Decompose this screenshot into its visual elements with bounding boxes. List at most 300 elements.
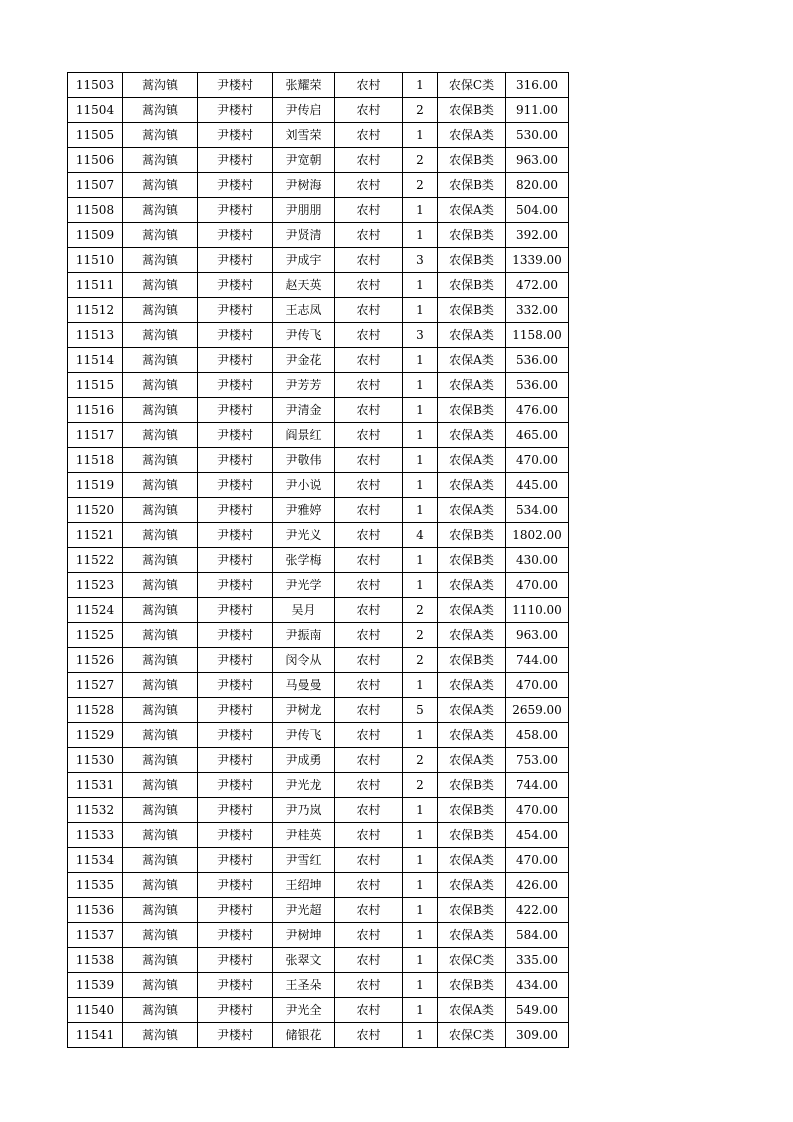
village-cell: 尹楼村 — [198, 98, 273, 123]
town-cell: 蒿沟镇 — [123, 948, 198, 973]
table-row — [68, 598, 569, 623]
serial-number-cell: 11517 — [68, 423, 123, 448]
village-cell: 尹楼村 — [198, 973, 273, 998]
household-type-cell: 农村 — [335, 323, 403, 348]
member-count-cell: 1 — [403, 73, 438, 98]
amount-cell: 470.00 — [506, 798, 569, 823]
name-cell: 王圣朵 — [273, 973, 335, 998]
table-row — [68, 473, 569, 498]
member-count-cell: 2 — [403, 173, 438, 198]
name-cell: 尹光学 — [273, 573, 335, 598]
member-count-cell: 1 — [403, 398, 438, 423]
member-count-cell: 1 — [403, 123, 438, 148]
town-cell: 蒿沟镇 — [123, 823, 198, 848]
category-cell: 农保A类 — [438, 198, 506, 223]
member-count-cell: 1 — [403, 373, 438, 398]
amount-cell: 534.00 — [506, 498, 569, 523]
category-cell: 农保A类 — [438, 698, 506, 723]
town-cell: 蒿沟镇 — [123, 473, 198, 498]
name-cell: 马曼曼 — [273, 673, 335, 698]
serial-number-cell: 11531 — [68, 773, 123, 798]
name-cell: 尹传飞 — [273, 323, 335, 348]
table-row — [68, 1023, 569, 1048]
member-count-cell: 1 — [403, 473, 438, 498]
name-cell: 刘雪荣 — [273, 123, 335, 148]
table-row — [68, 173, 569, 198]
town-cell: 蒿沟镇 — [123, 798, 198, 823]
town-cell: 蒿沟镇 — [123, 723, 198, 748]
household-type-cell: 农村 — [335, 73, 403, 98]
table-row — [68, 198, 569, 223]
member-count-cell: 4 — [403, 523, 438, 548]
serial-number-cell: 11506 — [68, 148, 123, 173]
category-cell: 农保A类 — [438, 348, 506, 373]
name-cell: 尹树坤 — [273, 923, 335, 948]
village-cell: 尹楼村 — [198, 648, 273, 673]
household-type-cell: 农村 — [335, 923, 403, 948]
table-row — [68, 773, 569, 798]
member-count-cell: 1 — [403, 948, 438, 973]
serial-number-cell: 11512 — [68, 298, 123, 323]
name-cell: 王绍坤 — [273, 873, 335, 898]
category-cell: 农保B类 — [438, 173, 506, 198]
table-row — [68, 423, 569, 448]
serial-number-cell: 11536 — [68, 898, 123, 923]
category-cell: 农保B类 — [438, 798, 506, 823]
name-cell: 尹成勇 — [273, 748, 335, 773]
town-cell: 蒿沟镇 — [123, 98, 198, 123]
category-cell: 农保B类 — [438, 98, 506, 123]
village-cell: 尹楼村 — [198, 1023, 273, 1048]
serial-number-cell: 11540 — [68, 998, 123, 1023]
serial-number-cell: 11508 — [68, 198, 123, 223]
category-cell: 农保A类 — [438, 498, 506, 523]
category-cell: 农保C类 — [438, 1023, 506, 1048]
village-cell: 尹楼村 — [198, 398, 273, 423]
household-type-cell: 农村 — [335, 973, 403, 998]
town-cell: 蒿沟镇 — [123, 423, 198, 448]
member-count-cell: 2 — [403, 623, 438, 648]
amount-cell: 392.00 — [506, 223, 569, 248]
town-cell: 蒿沟镇 — [123, 73, 198, 98]
name-cell: 张翠文 — [273, 948, 335, 973]
category-cell: 农保A类 — [438, 998, 506, 1023]
town-cell: 蒿沟镇 — [123, 998, 198, 1023]
amount-cell: 530.00 — [506, 123, 569, 148]
name-cell: 阎景红 — [273, 423, 335, 448]
name-cell: 储银花 — [273, 1023, 335, 1048]
amount-cell: 472.00 — [506, 273, 569, 298]
table-row — [68, 873, 569, 898]
town-cell: 蒿沟镇 — [123, 173, 198, 198]
household-type-cell: 农村 — [335, 348, 403, 373]
amount-cell: 1339.00 — [506, 248, 569, 273]
village-cell: 尹楼村 — [198, 148, 273, 173]
amount-cell: 458.00 — [506, 723, 569, 748]
household-type-cell: 农村 — [335, 548, 403, 573]
village-cell: 尹楼村 — [198, 723, 273, 748]
name-cell: 尹芳芳 — [273, 373, 335, 398]
amount-cell: 470.00 — [506, 848, 569, 873]
amount-cell: 476.00 — [506, 398, 569, 423]
serial-number-cell: 11507 — [68, 173, 123, 198]
village-cell: 尹楼村 — [198, 598, 273, 623]
town-cell: 蒿沟镇 — [123, 648, 198, 673]
table-row — [68, 623, 569, 648]
member-count-cell: 2 — [403, 98, 438, 123]
category-cell: 农保C类 — [438, 73, 506, 98]
member-count-cell: 1 — [403, 423, 438, 448]
member-count-cell: 1 — [403, 273, 438, 298]
name-cell: 尹敬伟 — [273, 448, 335, 473]
name-cell: 尹树龙 — [273, 698, 335, 723]
amount-cell: 536.00 — [506, 373, 569, 398]
village-cell: 尹楼村 — [198, 773, 273, 798]
town-cell: 蒿沟镇 — [123, 548, 198, 573]
table-row — [68, 998, 569, 1023]
member-count-cell: 1 — [403, 298, 438, 323]
name-cell: 尹光义 — [273, 523, 335, 548]
serial-number-cell: 11503 — [68, 73, 123, 98]
village-cell: 尹楼村 — [198, 998, 273, 1023]
village-cell: 尹楼村 — [198, 698, 273, 723]
village-cell: 尹楼村 — [198, 473, 273, 498]
member-count-cell: 2 — [403, 748, 438, 773]
household-type-cell: 农村 — [335, 448, 403, 473]
town-cell: 蒿沟镇 — [123, 1023, 198, 1048]
serial-number-cell: 11519 — [68, 473, 123, 498]
serial-number-cell: 11518 — [68, 448, 123, 473]
serial-number-cell: 11513 — [68, 323, 123, 348]
serial-number-cell: 11516 — [68, 398, 123, 423]
member-count-cell: 1 — [403, 873, 438, 898]
name-cell: 尹贤清 — [273, 223, 335, 248]
household-type-cell: 农村 — [335, 673, 403, 698]
serial-number-cell: 11528 — [68, 698, 123, 723]
table-row — [68, 898, 569, 923]
household-type-cell: 农村 — [335, 398, 403, 423]
serial-number-cell: 11514 — [68, 348, 123, 373]
village-cell: 尹楼村 — [198, 523, 273, 548]
village-cell: 尹楼村 — [198, 573, 273, 598]
name-cell: 尹桂英 — [273, 823, 335, 848]
amount-cell: 963.00 — [506, 623, 569, 648]
household-type-cell: 农村 — [335, 873, 403, 898]
town-cell: 蒿沟镇 — [123, 348, 198, 373]
amount-cell: 445.00 — [506, 473, 569, 498]
serial-number-cell: 11524 — [68, 598, 123, 623]
village-cell: 尹楼村 — [198, 298, 273, 323]
town-cell: 蒿沟镇 — [123, 698, 198, 723]
member-count-cell: 2 — [403, 148, 438, 173]
serial-number-cell: 11537 — [68, 923, 123, 948]
village-cell: 尹楼村 — [198, 348, 273, 373]
table-row — [68, 98, 569, 123]
category-cell: 农保A类 — [438, 923, 506, 948]
village-cell: 尹楼村 — [198, 323, 273, 348]
village-cell: 尹楼村 — [198, 73, 273, 98]
member-count-cell: 1 — [403, 973, 438, 998]
table-row — [68, 123, 569, 148]
household-type-cell: 农村 — [335, 748, 403, 773]
amount-cell: 309.00 — [506, 1023, 569, 1048]
amount-cell: 422.00 — [506, 898, 569, 923]
table-row — [68, 948, 569, 973]
household-type-cell: 农村 — [335, 898, 403, 923]
household-type-cell: 农村 — [335, 848, 403, 873]
amount-cell: 470.00 — [506, 448, 569, 473]
category-cell: 农保B类 — [438, 248, 506, 273]
amount-cell: 470.00 — [506, 673, 569, 698]
category-cell: 农保A类 — [438, 673, 506, 698]
village-cell: 尹楼村 — [198, 623, 273, 648]
name-cell: 尹光龙 — [273, 773, 335, 798]
household-type-cell: 农村 — [335, 498, 403, 523]
town-cell: 蒿沟镇 — [123, 498, 198, 523]
amount-cell: 332.00 — [506, 298, 569, 323]
table-row — [68, 273, 569, 298]
serial-number-cell: 11532 — [68, 798, 123, 823]
serial-number-cell: 11533 — [68, 823, 123, 848]
category-cell: 农保B类 — [438, 648, 506, 673]
household-type-cell: 农村 — [335, 198, 403, 223]
household-type-cell: 农村 — [335, 298, 403, 323]
table-row — [68, 673, 569, 698]
category-cell: 农保A类 — [438, 473, 506, 498]
name-cell: 吴月 — [273, 598, 335, 623]
table-row — [68, 73, 569, 98]
member-count-cell: 1 — [403, 898, 438, 923]
amount-cell: 820.00 — [506, 173, 569, 198]
village-cell: 尹楼村 — [198, 273, 273, 298]
household-type-cell: 农村 — [335, 248, 403, 273]
member-count-cell: 1 — [403, 448, 438, 473]
member-count-cell: 1 — [403, 998, 438, 1023]
category-cell: 农保B类 — [438, 548, 506, 573]
town-cell: 蒿沟镇 — [123, 248, 198, 273]
amount-cell: 335.00 — [506, 948, 569, 973]
village-cell: 尹楼村 — [198, 823, 273, 848]
category-cell: 农保C类 — [438, 948, 506, 973]
table-row — [68, 498, 569, 523]
table-row — [68, 973, 569, 998]
category-cell: 农保B类 — [438, 148, 506, 173]
table-row — [68, 298, 569, 323]
household-type-cell: 农村 — [335, 173, 403, 198]
household-type-cell: 农村 — [335, 1023, 403, 1048]
serial-number-cell: 11510 — [68, 248, 123, 273]
member-count-cell: 1 — [403, 923, 438, 948]
household-type-cell: 农村 — [335, 823, 403, 848]
roster-table — [67, 72, 569, 1048]
amount-cell: 753.00 — [506, 748, 569, 773]
category-cell: 农保A类 — [438, 848, 506, 873]
table-row — [68, 523, 569, 548]
category-cell: 农保B类 — [438, 298, 506, 323]
serial-number-cell: 11525 — [68, 623, 123, 648]
amount-cell: 465.00 — [506, 423, 569, 448]
household-type-cell: 农村 — [335, 998, 403, 1023]
table-row — [68, 548, 569, 573]
table-row — [68, 698, 569, 723]
member-count-cell: 1 — [403, 498, 438, 523]
serial-number-cell: 11538 — [68, 948, 123, 973]
amount-cell: 470.00 — [506, 573, 569, 598]
table-row — [68, 248, 569, 273]
member-count-cell: 1 — [403, 223, 438, 248]
town-cell: 蒿沟镇 — [123, 573, 198, 598]
member-count-cell: 1 — [403, 723, 438, 748]
town-cell: 蒿沟镇 — [123, 598, 198, 623]
town-cell: 蒿沟镇 — [123, 448, 198, 473]
serial-number-cell: 11515 — [68, 373, 123, 398]
table-row — [68, 823, 569, 848]
town-cell: 蒿沟镇 — [123, 923, 198, 948]
member-count-cell: 1 — [403, 673, 438, 698]
village-cell: 尹楼村 — [198, 223, 273, 248]
name-cell: 王志凤 — [273, 298, 335, 323]
member-count-cell: 2 — [403, 773, 438, 798]
household-type-cell: 农村 — [335, 773, 403, 798]
member-count-cell: 2 — [403, 648, 438, 673]
category-cell: 农保A类 — [438, 423, 506, 448]
table-row — [68, 373, 569, 398]
serial-number-cell: 11527 — [68, 673, 123, 698]
household-type-cell: 农村 — [335, 523, 403, 548]
household-type-cell: 农村 — [335, 473, 403, 498]
amount-cell: 434.00 — [506, 973, 569, 998]
serial-number-cell: 11539 — [68, 973, 123, 998]
table-row — [68, 148, 569, 173]
category-cell: 农保B类 — [438, 223, 506, 248]
amount-cell: 744.00 — [506, 648, 569, 673]
serial-number-cell: 11511 — [68, 273, 123, 298]
village-cell: 尹楼村 — [198, 898, 273, 923]
village-cell: 尹楼村 — [198, 923, 273, 948]
name-cell: 尹朋朋 — [273, 198, 335, 223]
household-type-cell: 农村 — [335, 648, 403, 673]
member-count-cell: 1 — [403, 848, 438, 873]
member-count-cell: 3 — [403, 323, 438, 348]
town-cell: 蒿沟镇 — [123, 123, 198, 148]
town-cell: 蒿沟镇 — [123, 848, 198, 873]
category-cell: 农保B类 — [438, 973, 506, 998]
town-cell: 蒿沟镇 — [123, 873, 198, 898]
member-count-cell: 1 — [403, 548, 438, 573]
name-cell: 尹成宇 — [273, 248, 335, 273]
amount-cell: 430.00 — [506, 548, 569, 573]
serial-number-cell: 11541 — [68, 1023, 123, 1048]
table-row — [68, 648, 569, 673]
category-cell: 农保A类 — [438, 748, 506, 773]
village-cell: 尹楼村 — [198, 248, 273, 273]
household-type-cell: 农村 — [335, 223, 403, 248]
category-cell: 农保A类 — [438, 448, 506, 473]
village-cell: 尹楼村 — [198, 423, 273, 448]
household-type-cell: 农村 — [335, 723, 403, 748]
village-cell: 尹楼村 — [198, 548, 273, 573]
household-type-cell: 农村 — [335, 623, 403, 648]
town-cell: 蒿沟镇 — [123, 223, 198, 248]
household-type-cell: 农村 — [335, 798, 403, 823]
town-cell: 蒿沟镇 — [123, 373, 198, 398]
category-cell: 农保B类 — [438, 823, 506, 848]
category-cell: 农保B类 — [438, 273, 506, 298]
category-cell: 农保A类 — [438, 598, 506, 623]
household-type-cell: 农村 — [335, 148, 403, 173]
name-cell: 张学梅 — [273, 548, 335, 573]
serial-number-cell: 11505 — [68, 123, 123, 148]
serial-number-cell: 11535 — [68, 873, 123, 898]
serial-number-cell: 11504 — [68, 98, 123, 123]
category-cell: 农保A类 — [438, 723, 506, 748]
household-type-cell: 农村 — [335, 123, 403, 148]
town-cell: 蒿沟镇 — [123, 298, 198, 323]
household-type-cell: 农村 — [335, 598, 403, 623]
village-cell: 尹楼村 — [198, 673, 273, 698]
town-cell: 蒿沟镇 — [123, 323, 198, 348]
category-cell: 农保A类 — [438, 373, 506, 398]
town-cell: 蒿沟镇 — [123, 748, 198, 773]
serial-number-cell: 11526 — [68, 648, 123, 673]
name-cell: 尹雪红 — [273, 848, 335, 873]
serial-number-cell: 11522 — [68, 548, 123, 573]
table-row — [68, 323, 569, 348]
serial-number-cell: 11523 — [68, 573, 123, 598]
member-count-cell: 3 — [403, 248, 438, 273]
category-cell: 农保B类 — [438, 773, 506, 798]
amount-cell: 454.00 — [506, 823, 569, 848]
table-row — [68, 848, 569, 873]
serial-number-cell: 11520 — [68, 498, 123, 523]
name-cell: 尹乃岚 — [273, 798, 335, 823]
town-cell: 蒿沟镇 — [123, 973, 198, 998]
household-type-cell: 农村 — [335, 698, 403, 723]
member-count-cell: 1 — [403, 573, 438, 598]
table-row — [68, 223, 569, 248]
category-cell: 农保A类 — [438, 323, 506, 348]
serial-number-cell: 11509 — [68, 223, 123, 248]
table-row — [68, 573, 569, 598]
member-count-cell: 1 — [403, 348, 438, 373]
member-count-cell: 1 — [403, 1023, 438, 1048]
amount-cell: 316.00 — [506, 73, 569, 98]
village-cell: 尹楼村 — [198, 748, 273, 773]
name-cell: 尹光全 — [273, 998, 335, 1023]
table-row — [68, 398, 569, 423]
name-cell: 尹树海 — [273, 173, 335, 198]
member-count-cell: 5 — [403, 698, 438, 723]
village-cell: 尹楼村 — [198, 448, 273, 473]
table-row — [68, 923, 569, 948]
category-cell: 农保A类 — [438, 873, 506, 898]
name-cell: 尹振南 — [273, 623, 335, 648]
serial-number-cell: 11529 — [68, 723, 123, 748]
name-cell: 闵令从 — [273, 648, 335, 673]
amount-cell: 536.00 — [506, 348, 569, 373]
table-row — [68, 448, 569, 473]
amount-cell: 911.00 — [506, 98, 569, 123]
member-count-cell: 1 — [403, 198, 438, 223]
household-type-cell: 农村 — [335, 948, 403, 973]
name-cell: 尹清金 — [273, 398, 335, 423]
name-cell: 赵天英 — [273, 273, 335, 298]
amount-cell: 584.00 — [506, 923, 569, 948]
household-type-cell: 农村 — [335, 98, 403, 123]
town-cell: 蒿沟镇 — [123, 148, 198, 173]
name-cell: 尹光超 — [273, 898, 335, 923]
category-cell: 农保A类 — [438, 623, 506, 648]
